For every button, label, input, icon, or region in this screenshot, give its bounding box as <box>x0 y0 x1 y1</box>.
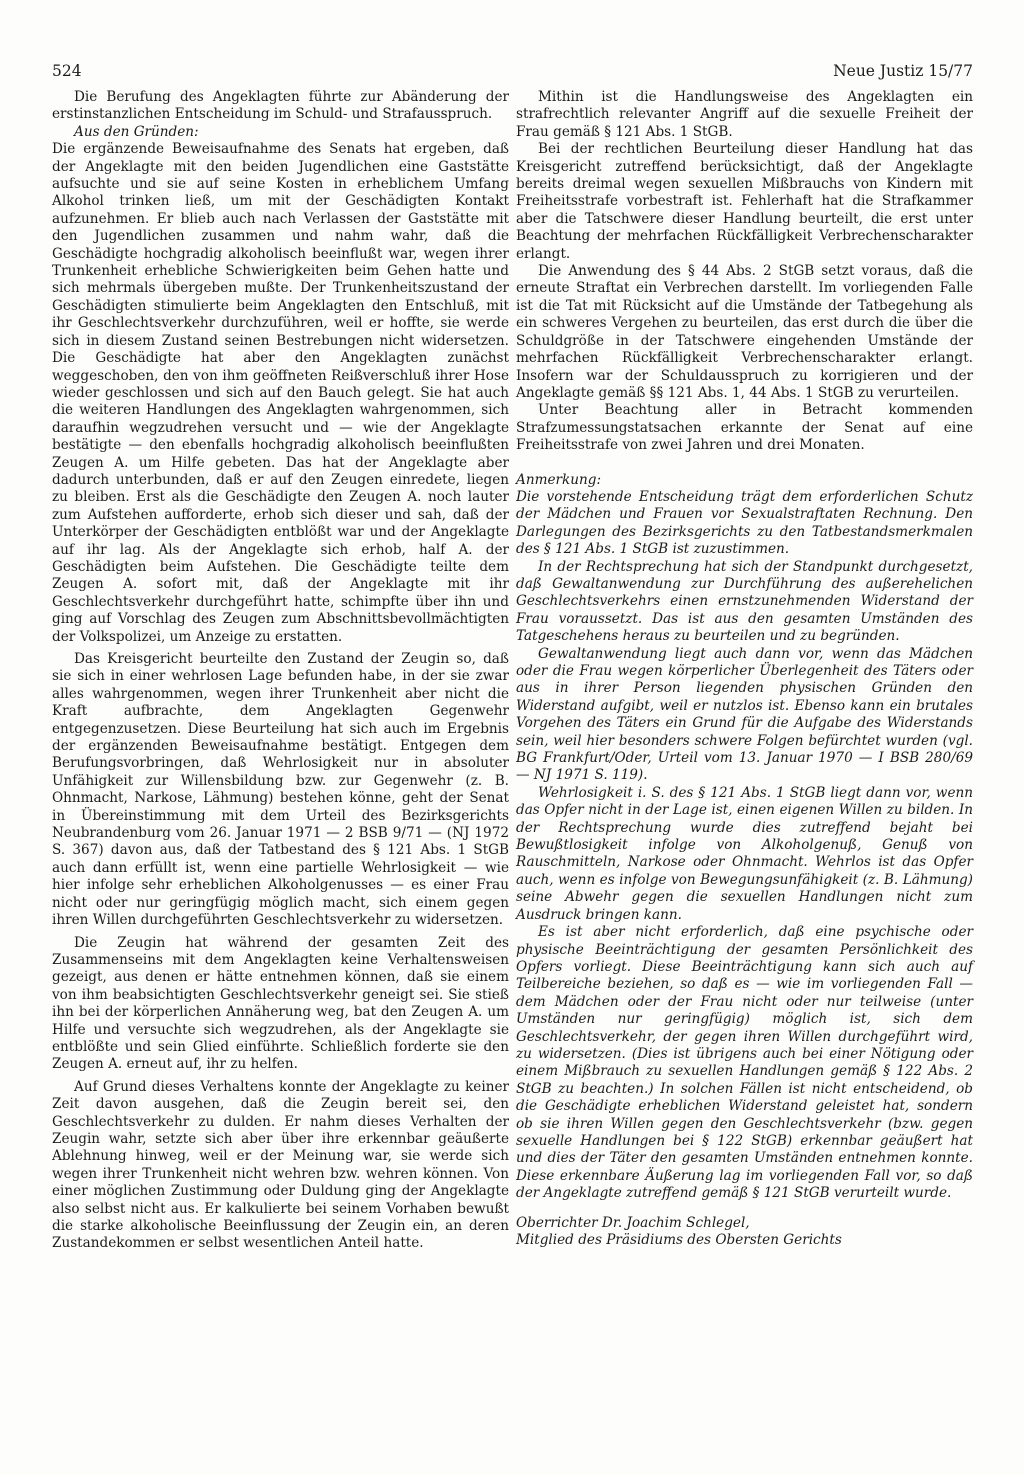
signature-title: Mitglied des Präsidiums des Obersten Gerichts <box>516 1232 842 1248</box>
section-heading: Aus den Gründen: <box>74 123 199 140</box>
paragraph: Das Kreisgericht beurteilte den Zustand der Zeugin so, daß sie sich in einer wehrlosen Lage befunden habe, in der sie zwar alles wahrgenommen, wegen ihrer Trunkenheit aber nicht die Kraft aufbrachte, dem Angeklagten Gegenwehr entgegenzusetzen. Diese Beurteilung hat sich auch im Ergebnis der ergänzenden Beweisaufnahme bestätigt. Entgegen dem Berufungsvorbringen, daß Wehrlosigkeit nur in absoluter Unfähigkeit zur Willensbildung bzw. zur Gegenwehr (z. B. Ohnmacht, Narkose, Lähmung) bestehen könne, geht der Senat in Übereinstimmung mit dem Urteil des Bezirksgerichts Neubrandenburg vom 26. Januar 1971 — 2 BSB 9/71 — (NJ 1972 S. 367) davon aus, daß der Tatbestand des § 121 Abs. 1 StGB auch dann erfüllt ist, wenn eine partielle Wehrlosigkeit — wie hier infolge sehr erheblichen Alkoholgenusses — es einer Frau nicht oder nur geringfügig möglich macht, sich einem gegen ihren Willen durchgeführten Geschlechtsverkehr zu widersetzen. <box>52 651 509 929</box>
paragraph: Die Berufung des Angeklagten führte zur Abänderung der erstinstanzlichen Entscheidung im Schuld- und Strafausspruch. <box>52 89 509 123</box>
note-paragraph: In der Rechtsprechung hat sich der Standpunkt durchgesetzt, daß Gewaltanwendung zur Durchführung des außerehelichen Geschlechtsverkehrs einen ernstzunehmenden Widerstand der Frau voraussetzt. Das ist aus den gesamten Umständen des Tatgeschehens heraus zu beurteilen und zu begründen. <box>516 558 973 645</box>
paragraph: Die Zeugin hat während der gesamten Zeit des Zusammenseins mit dem Angeklagten keine Verhaltensweisen gezeigt, aus denen er hätte entnehmen können, daß sie einem von ihm beabsichtigten Geschlechtsverkehr geneigt sei. Sie stieß ihn bei der körperlichen Annäherung weg, bat den Zeugen A. um Hilfe und versuchte sich wegzudrehen, als der Angeklagte sie entblößte und sein Glied einführte. Schließlich forderte sie den Zeugen A. erneut auf, ihr zu helfen. <box>52 934 509 1073</box>
paragraph: Die ergänzende Beweisaufnahme des Senats hat ergeben, daß der Angeklagte mit den beiden Jugendlichen eine Gaststätte aufsuchte und sie auf seine Kosten in erheblichem Umfang Alkohol trinken ließ, um mit der Geschädigten Kontakt aufzunehmen. Er blieb auch nach Verlassen der Gaststätte mit den Jugendlichen zusammen und nahm wahr, daß die Geschädigte hochgradig alkoholisch beeinflußt war, wegen ihrer Trunkenheit erhebliche Schwierigkeiten beim Gehen hatte und sich mehrmals übergeben mußte. Der Trunkenheitszustand der Geschädigten stimulierte beim Angeklagten den Entschluß, mit ihr Geschlechtsverkehr durchzuführen, weil er hoffte, sie werde sich in diesem Zustand seinen Bestrebungen nicht widersetzen. Die Geschädigte hat aber den Angeklagten zunächst weggeschoben, den von ihm geöffneten Reißverschluß ihrer Hose wieder geschlossen und sich auf den Bauch gelegt. Sie hat auch die weiteren Handlungen des Angeklagten wahrgenommen, sich daraufhin wegzudrehen versucht und — wie der Angeklagte bestätigte — den ebenfalls hochgradig alkoholisch beeinflußten Zeugen A. um Hilfe gebeten. Das hat der Angeklagte aber dadurch unterbunden, daß er auf den Zeugen einredete, liegen zu bleiben. Erst als die Geschädigte den Zeugen A. noch lauter zum Aufstehen aufforderte, erhob sich dieser und sah, daß der Unterkörper der Geschädigten entblößt war und der Angeklagte auf ihr lag. Als der Angeklagte sich erhob, half A. der Geschädigten beim Aufstehen. Die Geschädigte teilte dem Zeugen A. sofort mit, daß der Angeklagte mit ihr Geschlechtsverkehr durchgeführt hatte, schimpfte über ihn und ging auf Vorschlag des Zeugen zum Abschnittsbevollmächtigten der Volkspolizei, um Anzeige zu erstatten. <box>52 141 509 645</box>
note-paragraph: Es ist aber nicht erforderlich, daß eine psychische oder physische Beeinträchtigung der gesamten Persönlichkeit des Opfers vorliegt. Diese Beeinträchtigung kann sich auch auf Teilbereiche beziehen, so daß es — wie im vorliegenden Fall — dem Mädchen oder der Frau nicht oder nur teilweise (unter Umständen nur geringfügig) möglich ist, sich dem Geschlechtsverkehr, der gegen ihren Willen durchgeführt wird, zu widersetzen. (Dies ist übrigens auch bei einer Nötigung oder einem Mißbrauch zu sexuellen Handlungen gemäß § 122 Abs. 2 StGB zu beachten.) In solchen Fällen ist nicht entscheidend, ob die Geschädigte erheblichen Widerstand geleistet hat, sondern ob sie ihren Willen gegen den Geschlechtsverkehr (bzw. gegen sexuelle Handlungen bei § 122 StGB) erkennbar geäußert hat und dies der Täter den gesamten Umständen entnehmen konnte. Diese erkennbare Äußerung lag im vorliegenden Fall vor, so daß der Angeklagte zutreffend gemäß § 121 StGB verurteilt wurde. <box>516 924 973 1202</box>
paragraph: Unter Beachtung aller in Betracht kommenden Strafzumessungstatsachen erkannte der Senat auf eine Freiheitsstrafe von zwei Jahren und drei Monaten. <box>516 402 973 454</box>
signature-name: Oberrichter Dr. Joachim Schlegel, <box>516 1214 750 1231</box>
right-column <box>516 89 973 1249</box>
spacer <box>516 1203 973 1215</box>
note-paragraph: Die vorstehende Entscheidung trägt dem erforderlichen Schutz der Mädchen und Frauen vor Sexualstraftaten Rechnung. Den Darlegungen des Bezirksgerichts zu den Tatbestandsmerkmalen des § 121 Abs. 1 StGB ist zuzustimmen. <box>516 488 973 558</box>
note-heading: Anmerkung: <box>516 471 602 488</box>
left-column <box>52 89 509 1253</box>
paragraph: Auf Grund dieses Verhaltens konnte der Angeklagte zu keiner Zeit davon ausgehen, daß die Zeugin bereit sei, den Geschlechtsverkehr zu dulden. Er nahm dieses Verhalten der Zeugin wahr, setzte sich aber über ihre erkennbar geäußerte Ablehnung hinweg, weil er der Meinung war, sie werde sich wegen ihrer Trunkenheit nicht wehren bzw. wehren können. Von einer möglichen Zustimmung oder Duldung ging der Angeklagte also selbst nicht aus. Er kalkulierte bei seinem Vorhaben bewußt die starke alkoholische Beeinflussung der Zeugin ein, an deren Zustandekommen er selbst wesentlichen Anteil hatte. <box>52 1078 509 1252</box>
paragraph: Die Anwendung des § 44 Abs. 2 StGB setzt voraus, daß die erneute Straftat ein Verbrechen darstellt. Im vorliegenden Falle ist die Tat mit Rücksicht auf die Umstände der Tatbegehung als ein schweres Vergehen zu beurteilen, das erst durch die über die Schuldgröße in der Tatschwere eingehenden Umstände der mehrfachen Rückfälligkeit Verbrechenscharakter erlangt. Insofern war der Schuldausspruch zu korrigieren und der Angeklagte gemäß §§ 121 Abs. 1, 44 Abs. 1 StGB zu verurteilen. <box>516 263 973 401</box>
paragraph: Bei der rechtlichen Beurteilung dieser Handlung hat das Kreisgericht zutreffend berücksichtigt, daß der Angeklagte bereits dreimal wegen sexuellen Mißbrauchs von Kindern mit Freiheitsstrafe vorbestraft ist. Fehlerhaft hat die Strafkammer aber die Tatschwere dieser Handlung beurteilt, die erst unter Beachtung der mehrfachen Rückfälligkeit Verbrechenscharakter erlangt. <box>516 141 973 262</box>
page-number: 524 <box>52 62 82 80</box>
note-paragraph: Wehrlosigkeit i. S. des § 121 Abs. 1 StGB liegt dann vor, wenn das Opfer nicht in der Lage ist, einen eigenen Willen zu bilden. In der Rechtsprechung wurde dies zutreffend bejaht bei Bewußtlosigkeit infolge von Alkoholgenuß, Genuß von Rauschmitteln, Narkose oder Ohnmacht. Wehrlos ist das Opfer auch, wenn es infolge von Bewegungsunfähigkeit (z. B. Lähmung) seine Abwehr gegen die sexuellen Handlungen nicht zum Ausdruck bringen kann. <box>516 784 973 923</box>
note-paragraph: Gewaltanwendung liegt auch dann vor, wenn das Mädchen oder die Frau wegen körperlicher Überlegenheit des Täters oder aus in ihrer Person liegenden physischen Gründen den Widerstand aufgibt, weil er nutzlos ist. Ebenso kann ein brutales Vorgehen des Täters ein Grund für die Aufgabe des Widerstands sein, weil hier besonders schwere Folgen befürchtet wurden (vgl. BG Frankfurt/Oder, Urteil vom 13. Januar 1970 — I BSB 280/69 — NJ 1971 S. 119). <box>516 645 973 784</box>
paragraph: Mithin ist die Handlungsweise des Angeklagten ein strafrechtlich relevanter Angriff auf die sexuelle Freiheit der Frau gemäß § 121 Abs. 1 StGB. <box>516 89 973 140</box>
spacer <box>516 455 973 467</box>
journal-issue: Neue Justiz 15/77 <box>833 62 973 80</box>
page-header <box>52 62 973 86</box>
